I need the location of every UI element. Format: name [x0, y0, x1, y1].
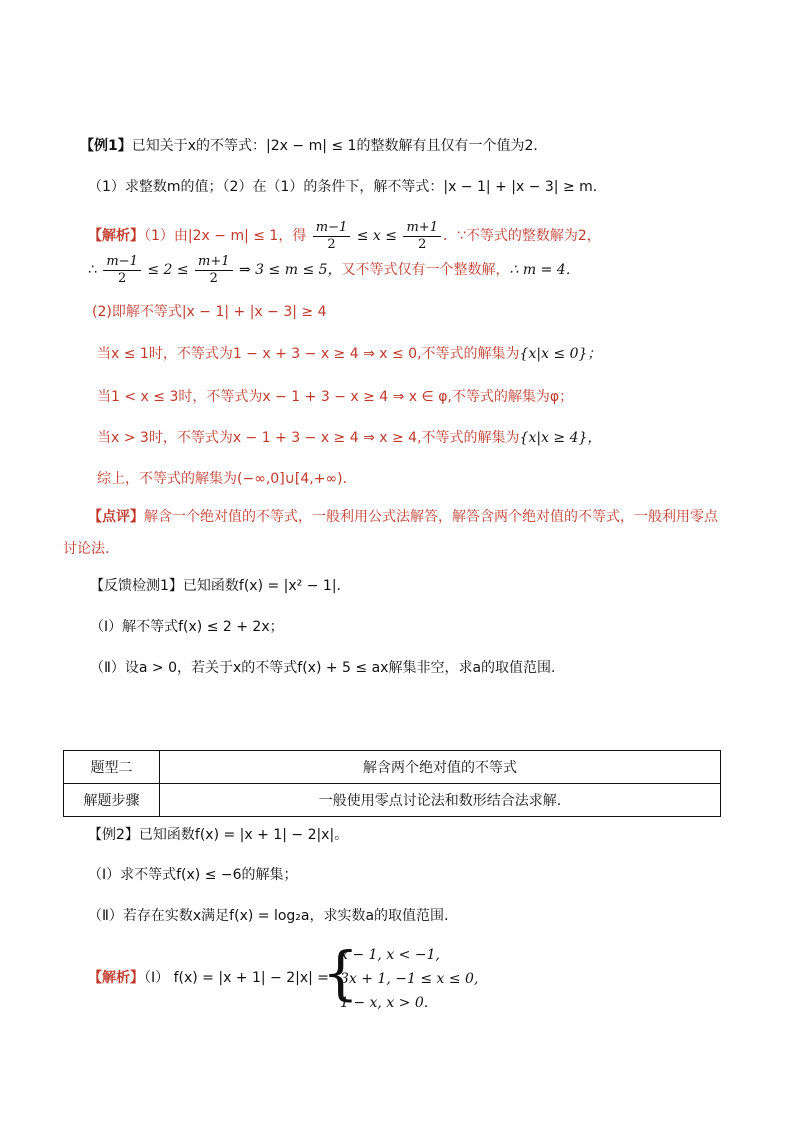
- example1-question: （1）求整数m的值；（2）在（1）的条件下，解不等式：|x − 1| + |x − 3| ≥ m．: [88, 179, 607, 195]
- example1-solution-line2: ∴ $\frac{m-1}{2}$ ≤ 2 ≤ $\frac{m+1}{2}$ ⇒ 3 ≤ m ≤ 5，又不等式仅有一个整数解，∴ m = 4．: [88, 253, 580, 286]
- case1-line: 当x ≤ 1时，不等式为1 − x + 3 − x ≥ 4 ⇒ x ≤ 0,不等式的解集为{x|x ≤ 0}；: [97, 346, 602, 362]
- piecewise-case: x − 1, x < −1,: [340, 947, 440, 963]
- steps-text: 一般使用零点讨论法和数形结合法求解.: [160, 784, 721, 817]
- solution-tag: 【解析】: [88, 970, 144, 986]
- comment-line2: 讨论法.: [63, 541, 110, 557]
- feedback1-q2: （Ⅱ）设a > 0，若关于x的不等式f(x) + 5 ≤ ax解集非空，求a的取值范围.: [90, 660, 556, 676]
- solution-tag: 【解析】: [88, 228, 144, 244]
- example1-tag: 【例1】: [80, 138, 132, 154]
- example2-q2: （Ⅱ）若存在实数x满足f(x) = log₂a，求实数a的取值范围.: [88, 908, 449, 924]
- feedback1-title: 【反馈检测1】已知函数f(x) = |x² − 1|．: [90, 578, 351, 594]
- conclusion-line: 综上，不等式的解集为(−∞,0]∪[4,+∞)．: [97, 471, 357, 487]
- topic-title: 解含两个绝对值的不等式: [160, 751, 721, 784]
- example1-solution-line1: 【解析】（1）由|2x − m| ≤ 1，得 $\frac{m-1}{2}$ ≤ x ≤ $\frac{m+1}{2}$ ．∵不等式的整数解为2，: [88, 219, 601, 252]
- topic-label: 题型二: [64, 751, 160, 784]
- case3-line: 当x > 3时，不等式为x − 1 + 3 − x ≥ 4 ⇒ x ≥ 4,不等式的解集为{x|x ≥ 4}，: [97, 430, 602, 446]
- part2-heading: (2)即解不等式|x − 1| + |x − 3| ≥ 4: [92, 304, 327, 320]
- case2-line: 当1 < x ≤ 3时，不等式为x − 1 + 3 − x ≥ 4 ⇒ x ∈ φ,不等式的解集为φ；: [97, 389, 574, 405]
- fraction: $\frac{m-1}{2}$: [313, 220, 351, 253]
- example2-title: 【例2】已知函数f(x) = |x + 1| − 2|x|。: [88, 827, 349, 843]
- fraction: $\frac{m-1}{2}$: [103, 254, 141, 287]
- piecewise-case: 1 − x, x > 0.: [340, 995, 429, 1011]
- example2-q1: （Ⅰ）求不等式f(x) ≤ −6的解集；: [88, 867, 298, 883]
- table-row: [64, 784, 721, 817]
- example2-solution: 【解析】（Ⅰ） f(x) = |x + 1| − 2|x| =: [88, 970, 330, 986]
- piecewise-case: 3x + 1, −1 ≤ x ≤ 0,: [340, 971, 479, 987]
- example1-text: 已知关于x的不等式：|2x − m| ≤ 1的整数解有且仅有一个值为2．: [131, 138, 548, 154]
- example1-statement: [80, 136, 547, 156]
- fraction: $\frac{m+1}{2}$: [403, 220, 441, 253]
- feedback1-q1: （Ⅰ）解不等式f(x) ≤ 2 + 2x；: [90, 619, 284, 635]
- fraction: $\frac{m+1}{2}$: [195, 254, 233, 287]
- comment-line1: 【点评】解含一个绝对值的不等式，一般利用公式法解答，解答含两个绝对值的不等式，一般利用零点: [88, 509, 718, 525]
- comment-tag: 【点评】: [88, 509, 144, 525]
- piecewise-brace: {: [322, 939, 359, 1007]
- table-row: [64, 751, 721, 784]
- steps-label: 解题步骤: [64, 784, 160, 817]
- topic-table: [63, 750, 721, 817]
